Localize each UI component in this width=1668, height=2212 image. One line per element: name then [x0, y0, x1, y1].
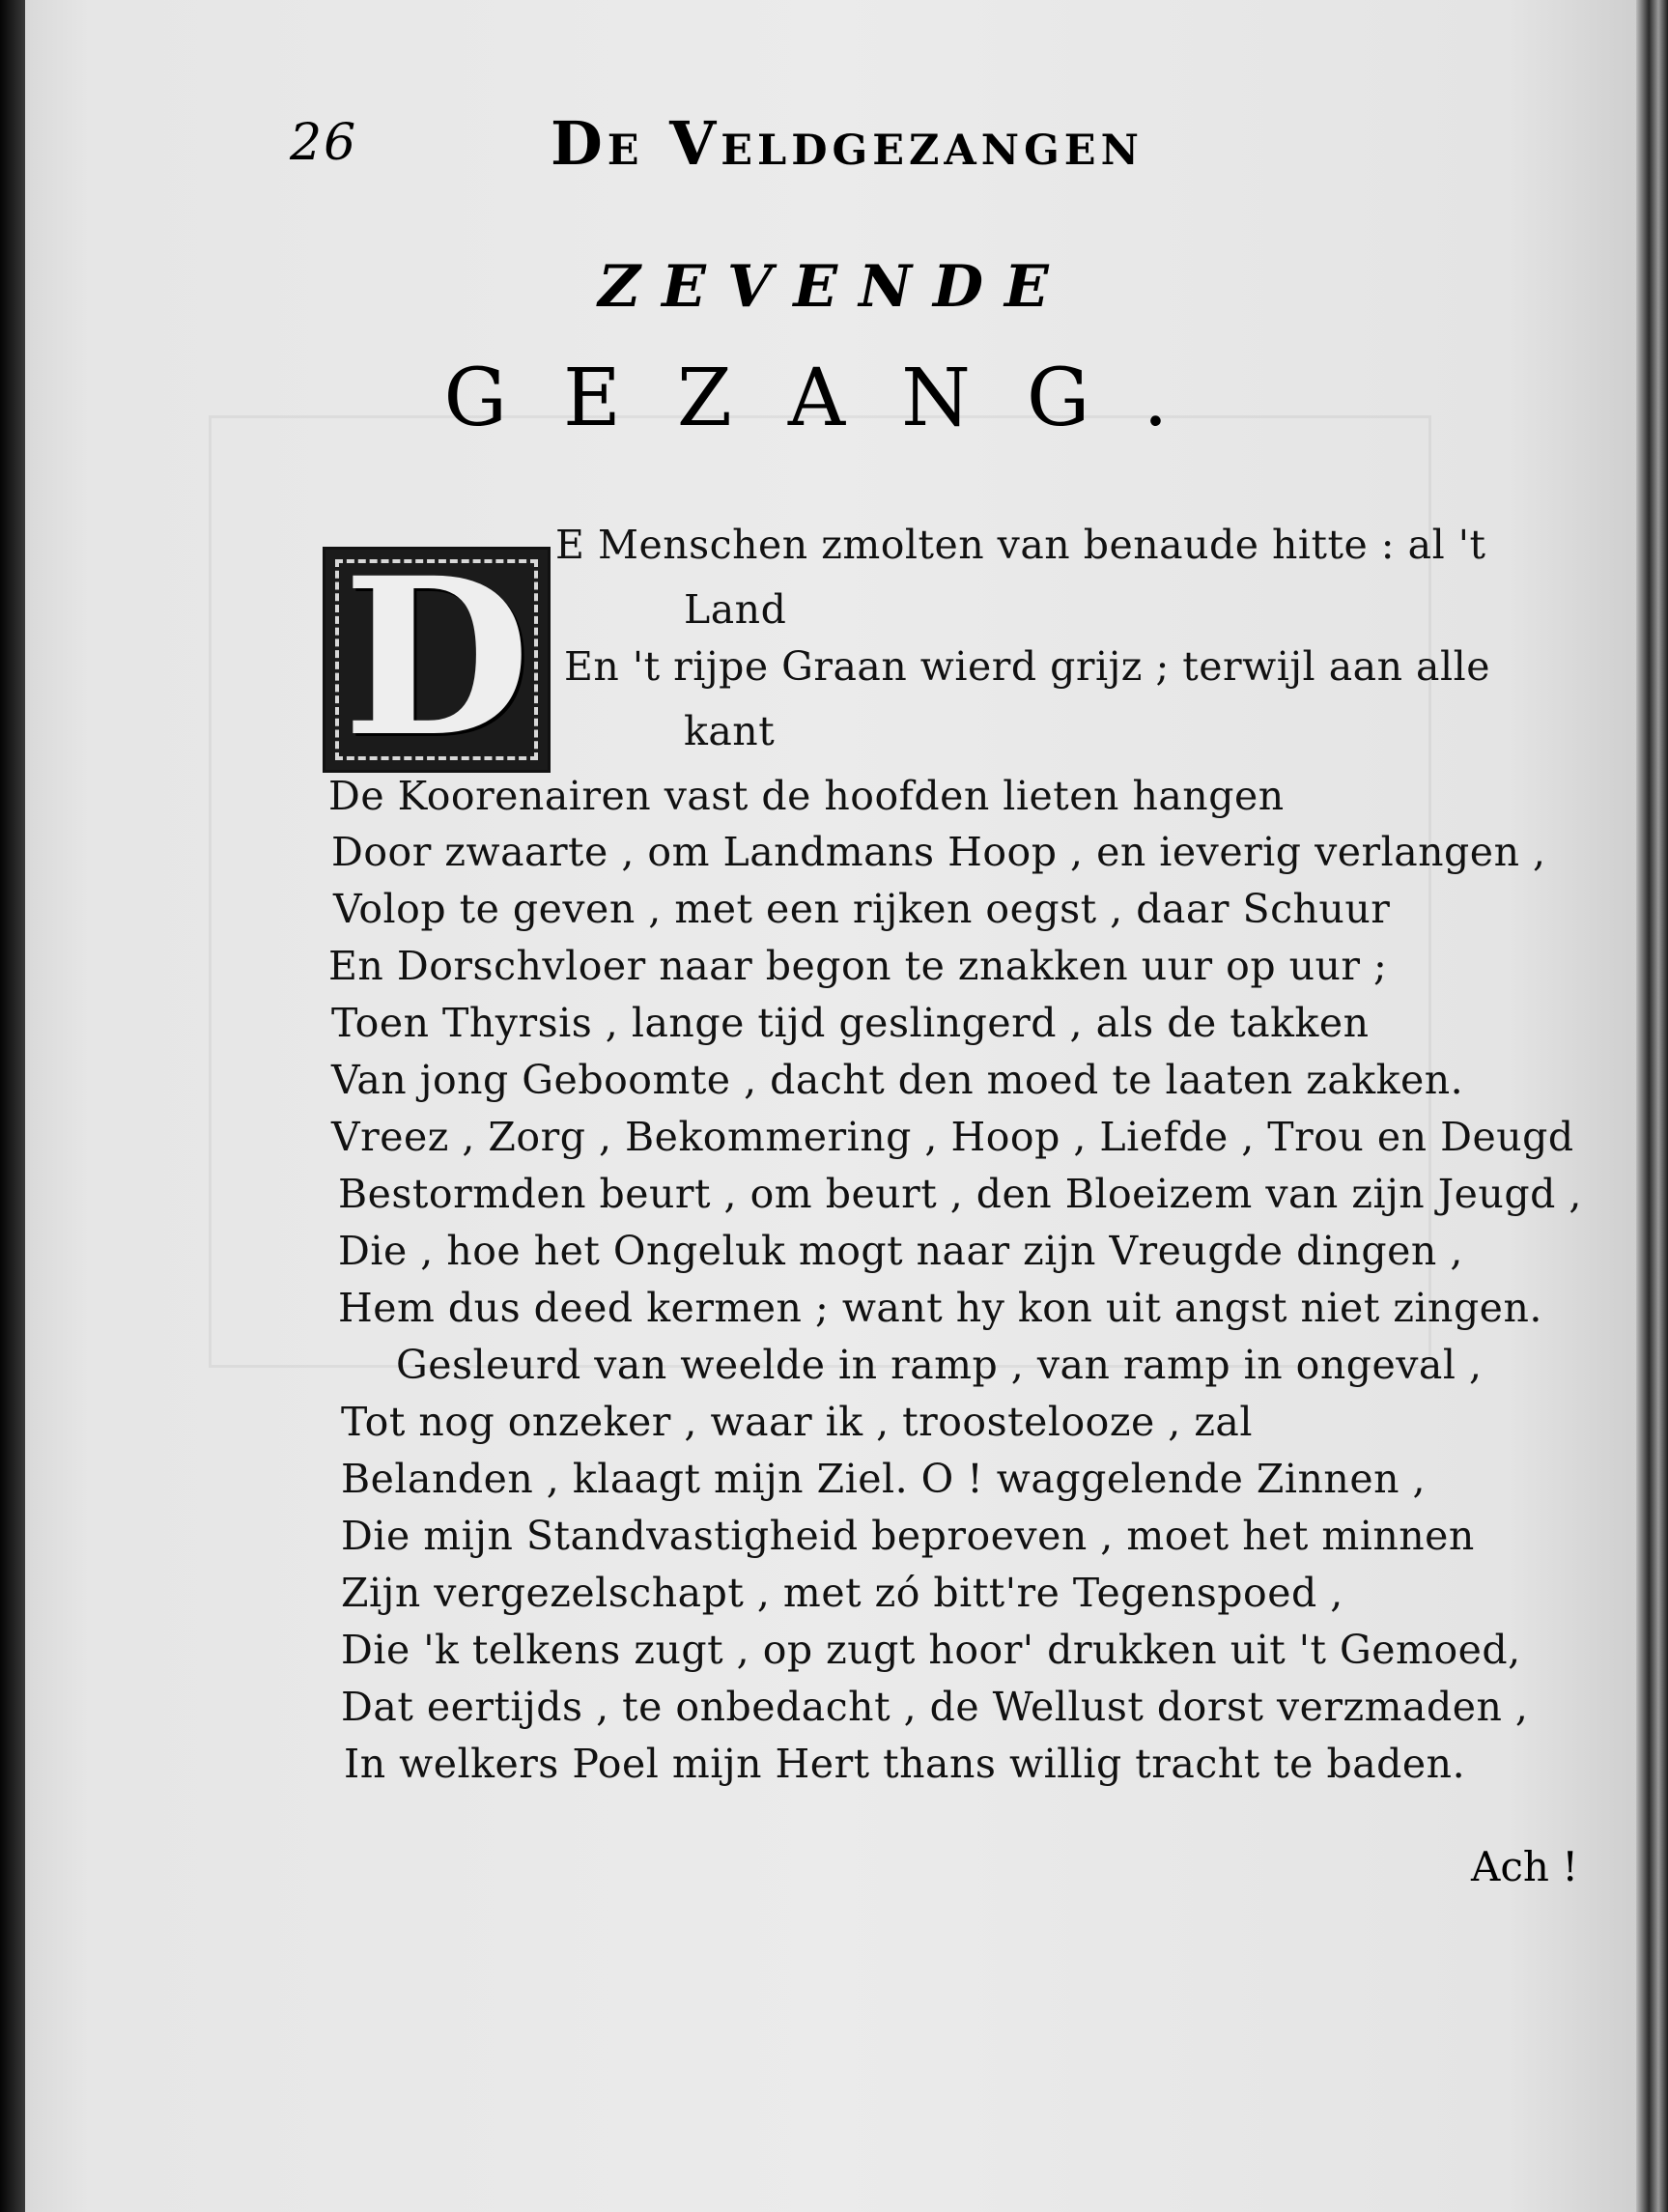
poem-line-7: Volop te geven , met een rijken oegst , daar Schuur — [333, 886, 1391, 932]
poem-line-3: En 't rijpe Graan wierd grijz ; terwijl aan alle — [564, 643, 1490, 690]
poem-line-22: In welkers Poel mijn Hert thans willig tracht te baden. — [344, 1741, 1466, 1787]
poem-line-8: En Dorschvloer naar begon te znakken uur op uur ; — [328, 943, 1388, 989]
poem-line-5: De Koorenairen vast de hoofden lieten hangen — [328, 773, 1285, 819]
poem-line-6: Door zwaarte , om Landmans Hoop , en ieverig verlangen , — [331, 829, 1546, 875]
page-number: 26 — [290, 114, 358, 172]
poem-line-15: Gesleurd van weelde in ramp , van ramp in ongeval , — [396, 1342, 1483, 1388]
initial-letter: D — [342, 530, 531, 784]
catchword: Ach ! — [1471, 1843, 1579, 1890]
poem-line-1: E Menschen zmolten van benaude hitte : al 't — [555, 522, 1486, 568]
poem-line-12: Bestormden beurt , om beurt , den Bloeizem van zijn Jeugd , — [338, 1171, 1582, 1217]
poem-line-19: Zijn vergezelschapt , met zó bitt're Tegenspoed , — [341, 1570, 1343, 1616]
poem-line-11: Vreez , Zorg , Bekommering , Hoop , Liefde , Trou en Deugd — [331, 1114, 1574, 1160]
poem-line-20: Die 'k telkens zugt , op zugt hoor' drukken uit 't Gemoed, — [341, 1627, 1521, 1673]
running-title: De Veldgezangen — [551, 108, 1144, 179]
poem-line-17: Belanden , klaagt mijn Ziel. O ! waggelende Zinnen , — [341, 1456, 1427, 1502]
poem-line-21: Dat eertijds , te onbedacht , de Wellust dorst verzmaden , — [341, 1684, 1529, 1730]
poem-line-14: Hem dus deed kermen ; want hy kon uit angst niet zingen. — [338, 1285, 1542, 1331]
section-subtitle: ZEVENDE — [598, 253, 1070, 321]
poem-line-13: Die , hoe het Ongeluk mogt naar zijn Vreugde dingen , — [338, 1228, 1463, 1274]
section-title: GEZANG. — [443, 353, 1225, 444]
poem-line-10: Van jong Geboomte , dacht den moed te laaten zakken. — [331, 1057, 1464, 1103]
poem-line-9: Toen Thyrsis , lange tijd geslingerd , als de takken — [331, 1000, 1370, 1046]
poem-line-16: Tot nog onzeker , waar ik , troostelooze , zal — [341, 1399, 1253, 1445]
poem-line-4: kant — [684, 708, 776, 754]
poem-line-18: Die mijn Standvastigheid beproeven , moet het minnen — [341, 1513, 1475, 1559]
poem-line-2: Land — [684, 586, 787, 633]
